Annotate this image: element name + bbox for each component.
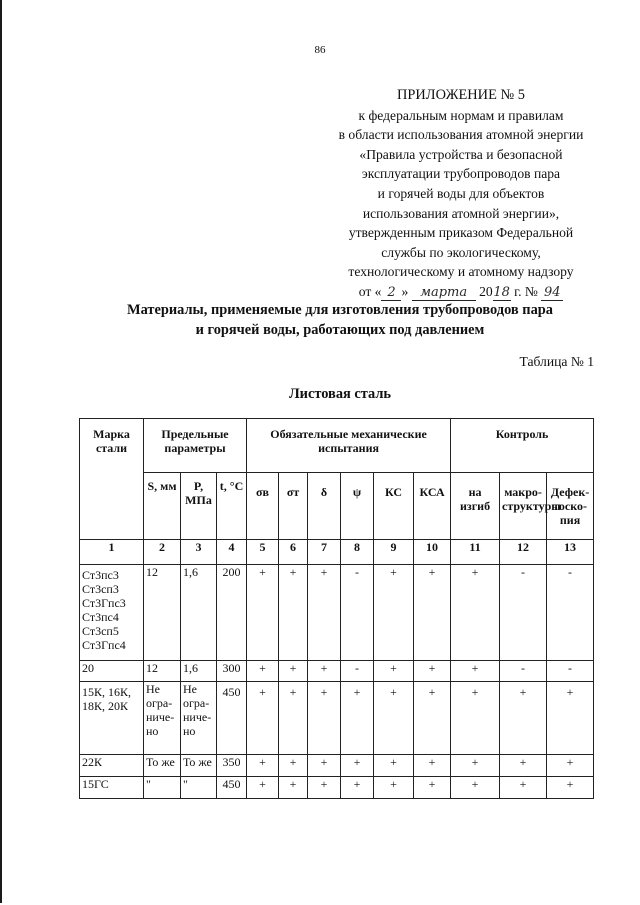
appendix-line: использования атомной энергии», [362,205,560,221]
cell-ksa: + [414,777,451,799]
column-number: 9 [374,540,414,565]
header-ksa: КСА [414,473,451,540]
appendix-line: утвержденным приказом Федеральной [348,225,574,241]
header-limits: Предельные параметры [144,419,247,473]
cell-s: Не огра-ниче-но [144,682,181,755]
cell-macro: - [500,565,547,661]
cell-defect: + [547,682,594,755]
cell-p: Не огра-ниче-но [181,682,217,755]
appendix-line: службы по экологическому, [381,244,541,260]
header-sigma-b: σв [247,473,279,540]
cell-sigma-t: + [279,565,308,661]
cell-bend: + [451,755,500,777]
cell-ksa: + [414,565,451,661]
cell-defect: - [547,661,594,682]
cell-psi: + [341,777,374,799]
cell-t: 350 [217,755,247,777]
column-number: 6 [279,540,308,565]
cell-p: " [181,777,217,799]
cell-macro: + [500,755,547,777]
header-p: P, МПа [181,473,217,540]
cell-grade: 15ГС [80,777,144,799]
table-number: Таблица № 1 [519,354,594,369]
cell-bend: + [451,565,500,661]
table-row [80,661,594,682]
cell-p: То же [181,755,217,777]
cell-delta: + [308,755,341,777]
cell-sigma-t: + [279,661,308,682]
column-number: 4 [217,540,247,565]
cell-ks: + [374,755,414,777]
cell-psi: + [341,755,374,777]
appendix-line: в области использования атомной энергии [338,127,584,143]
cell-defect: + [547,755,594,777]
column-number: 8 [341,540,374,565]
cell-grade: 22К [80,755,144,777]
cell-sigma-t: + [279,755,308,777]
header-defect: Дефек-тоско-пия [547,473,594,540]
cell-ksa: + [414,661,451,682]
column-number: 11 [451,540,500,565]
table-heading: Листовая сталь [288,386,392,402]
page-number: 86 [314,44,326,56]
cell-t: 450 [217,777,247,799]
date-prefix: от « [358,283,382,299]
column-number: 3 [181,540,217,565]
header-ks: КС [374,473,414,540]
cell-bend: + [451,777,500,799]
cell-delta: + [308,682,341,755]
column-number: 1 [80,540,144,565]
column-number: 10 [414,540,451,565]
cell-t: 450 [217,682,247,755]
appendix-heading: ПРИЛОЖЕНИЕ № 5 [397,87,525,103]
appendix-line: эксплуатации трубопроводов пара [361,166,561,182]
appendix-line: к федеральным нормам и правилам [358,107,564,123]
column-number: 13 [547,540,594,565]
cell-ks: + [374,565,414,661]
cell-delta: + [308,565,341,661]
cell-macro: + [500,777,547,799]
title-line-2: и горячей воды, работающих под давлением [195,321,485,338]
cell-macro: - [500,661,547,682]
cell-ks: + [374,661,414,682]
cell-bend: + [451,661,500,682]
sheet-steel-table [79,418,594,799]
date-month: марта [412,286,476,301]
cell-grade: Ст3пс3 Ст3сп3 Ст3Гпс3 Ст3пс4 Ст3сп5 Ст3Гпс4 [80,565,144,661]
cell-ks: + [374,777,414,799]
cell-sigma-t: + [279,682,308,755]
appendix-line: технологическому и атомному надзору [348,264,574,280]
column-number: 5 [247,540,279,565]
header-macro: макро-структуры [500,473,547,540]
document-title [90,301,590,340]
column-number: 7 [308,540,341,565]
cell-sigma-b: + [247,565,279,661]
cell-psi: + [341,682,374,755]
cell-ks: + [374,682,414,755]
order-number: 94 [541,286,563,301]
cell-delta: + [308,777,341,799]
cell-s: 12 [144,661,181,682]
header-bend: на изгиб [451,473,500,540]
cell-s: 12 [144,565,181,661]
cell-defect: + [547,777,594,799]
title-line-1: Материалы, применяемые для изготовления трубопроводов пара [127,302,553,318]
cell-s: То же [144,755,181,777]
order-number-label: г. № [514,283,538,299]
cell-t: 200 [217,565,247,661]
header-control: Контроль [451,419,594,473]
header-t: t, °С [217,473,247,540]
table-row [80,682,594,755]
cell-sigma-t: + [279,777,308,799]
cell-sigma-b: + [247,777,279,799]
table-row [80,777,594,799]
table-row [80,755,594,777]
cell-s: " [144,777,181,799]
cell-psi: - [341,661,374,682]
header-delta: δ [308,473,341,540]
cell-p: 1,6 [181,661,217,682]
cell-sigma-b: + [247,661,279,682]
date-year-suffix: 18 [493,284,510,300]
header-mechanical-tests: Обязательные механические испытания [247,419,451,473]
cell-defect: - [547,565,594,661]
cell-p: 1,6 [181,565,217,661]
cell-sigma-b: + [247,682,279,755]
column-number: 12 [500,540,547,565]
approval-date-line [318,282,604,302]
cell-ksa: + [414,682,451,755]
cell-bend: + [451,682,500,755]
date-day: 2 [381,286,401,301]
header-grade: Марка стали [80,419,144,540]
header-psi: ψ [341,473,374,540]
appendix-block [318,86,604,302]
appendix-line: «Правила устройства и безопасной [359,146,563,162]
cell-grade: 15К, 16К, 18К, 20К [80,682,144,755]
cell-psi: - [341,565,374,661]
cell-macro: + [500,682,547,755]
date-year-prefix: 20 [479,283,493,299]
cell-delta: + [308,661,341,682]
cell-ksa: + [414,755,451,777]
appendix-line: и горячей воды для объектов [377,185,545,201]
table-row [80,565,594,661]
cell-t: 300 [217,661,247,682]
header-sigma-t: σт [279,473,308,540]
cell-sigma-b: + [247,755,279,777]
cell-grade: 20 [80,661,144,682]
column-number: 2 [144,540,181,565]
date-mid: » [401,283,409,299]
header-s: S, мм [144,473,181,540]
